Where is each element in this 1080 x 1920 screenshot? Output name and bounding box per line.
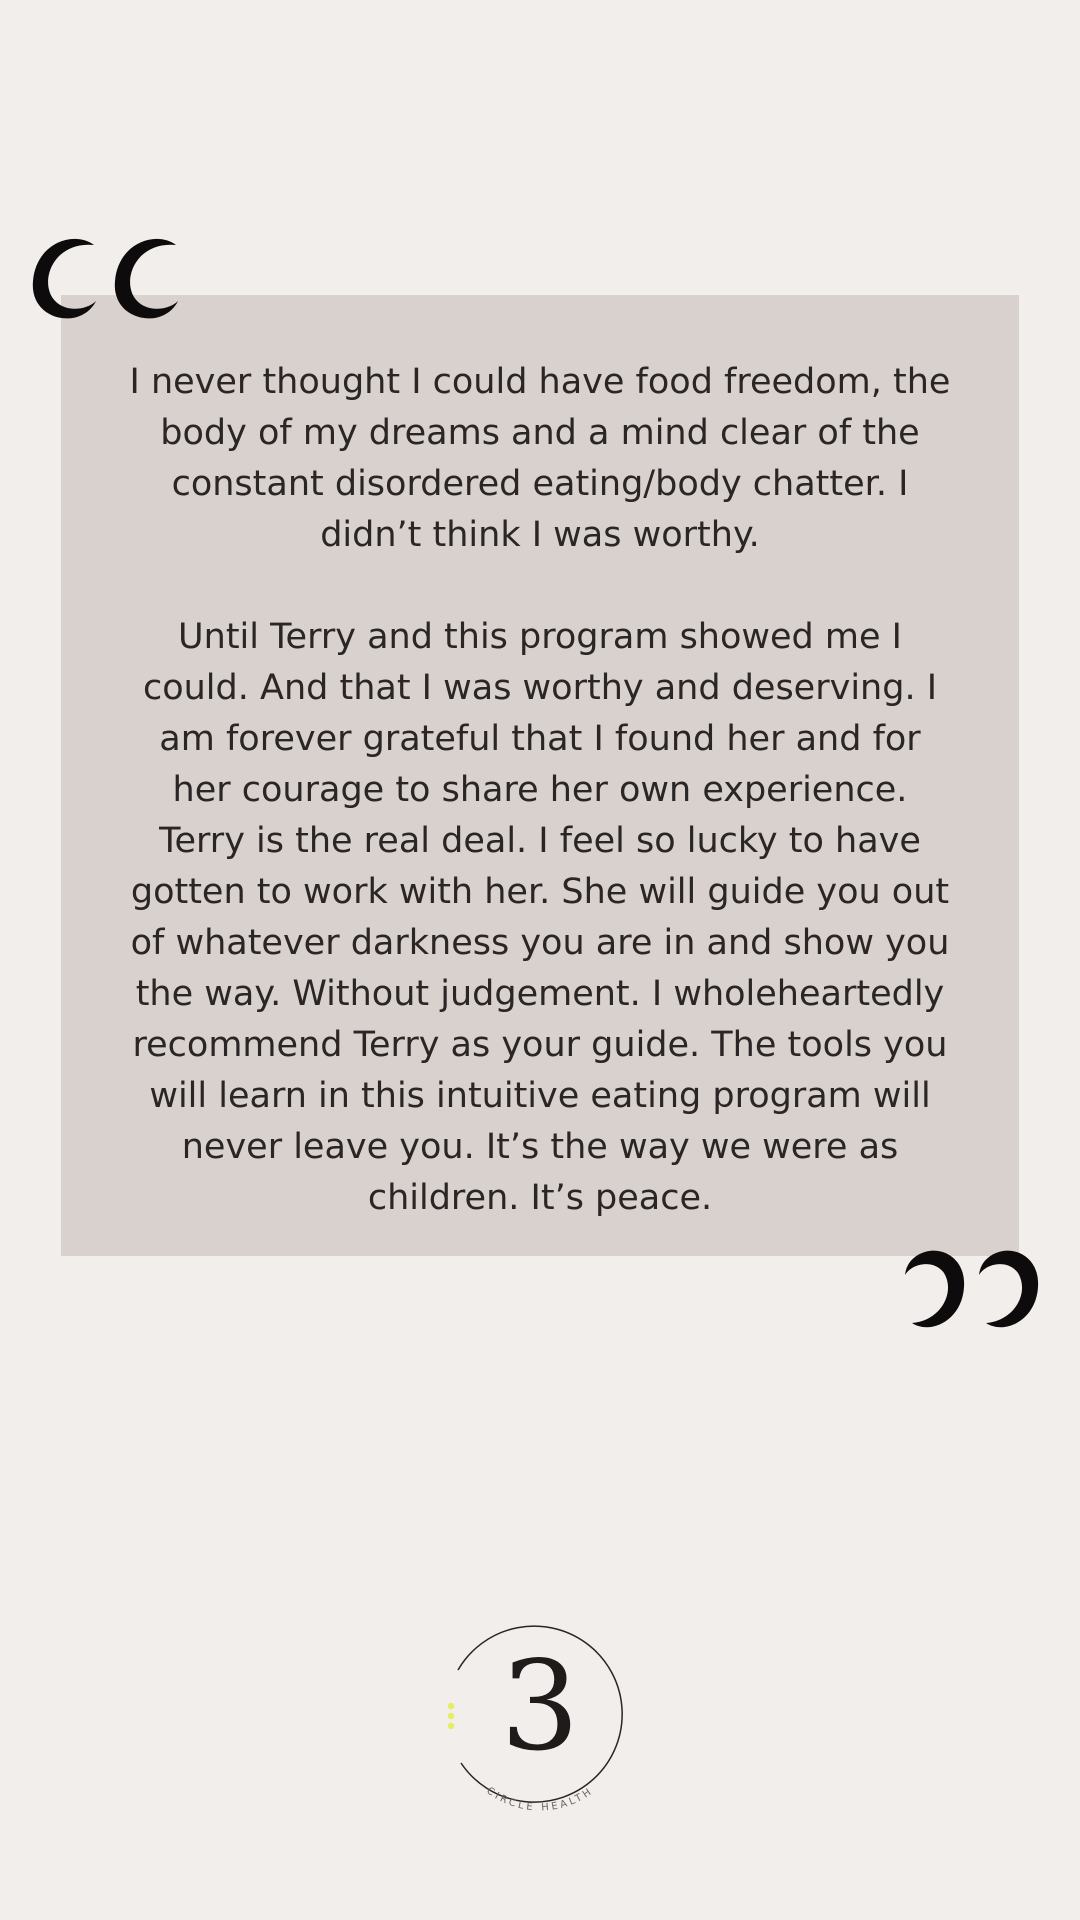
testimonial-text <box>61 357 1019 1224</box>
open-quote-icon <box>24 233 194 333</box>
testimonial-paragraph-1: I never thought I could have food freedom, the body of my dreams and a mind clear of the constant disordered eating/body chatter. I didn’t think I was worthy. <box>129 362 951 555</box>
logo-wordmark: CIRCLE HEALTH <box>484 1785 596 1814</box>
close-quote-icon <box>898 1243 1046 1331</box>
logo-numeral: 3 <box>500 1635 580 1779</box>
testimonial-paragraph-2: Until Terry and this program showed me I could. And that I was worthy and deserving. I am forever grateful that I found her and for her courage to share her own experience. Terry is the real deal. I feel so lucky to have gotten to work with her. She will guide you out of whatever darkness you are in and show you the way. Without judgement. I wholeheartedly recommend Terry as your guide. The tools you will learn in this intuitive eating program will never leave you. It’s the way we were as children. It’s peace. <box>130 617 950 1218</box>
logo-wordmark-arc <box>440 1615 640 1815</box>
circle-health-logo <box>440 1615 640 1815</box>
